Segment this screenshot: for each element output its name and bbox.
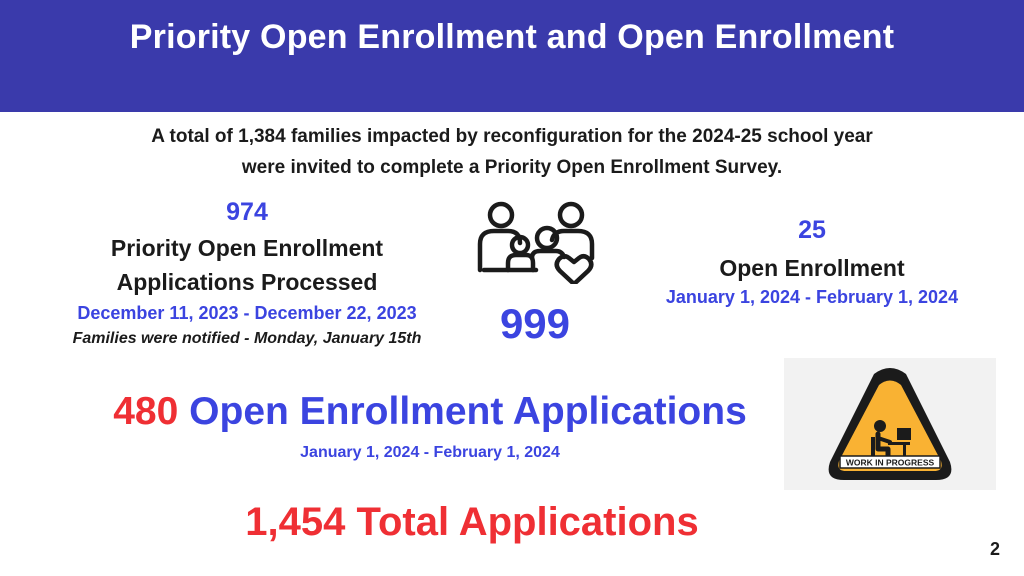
- work-in-progress-sign: [784, 358, 996, 490]
- priority-count: 974: [226, 198, 268, 226]
- family-heart-icon: [472, 200, 598, 284]
- combined-total-section: [468, 200, 602, 348]
- open-enrollment-section: [628, 216, 996, 308]
- open-enrollment-count: 25: [798, 216, 826, 244]
- priority-dates: December 11, 2023 - December 22, 2023: [77, 303, 417, 323]
- intro-text: [40, 121, 984, 183]
- combined-total: 999: [499, 300, 571, 347]
- intro-line-2: were invited to complete a Priority Open Enrollment Survey.: [241, 157, 783, 178]
- intro-line-1: A total of 1,384 families impacted by reconfiguration for the 2024-25 school year: [151, 126, 873, 147]
- priority-enrollment-section: [30, 198, 464, 348]
- open-enrollment-dates: January 1, 2024 - February 1, 2024: [665, 287, 959, 307]
- work-in-progress-text: WORK IN PROGRESS: [845, 457, 935, 468]
- applications-headline: [60, 390, 800, 434]
- priority-label-line-2: Applications Processed: [116, 269, 378, 295]
- page-number: 2: [989, 539, 1000, 559]
- open-enrollment-label: Open Enrollment: [719, 255, 905, 281]
- applications-label: Open Enrollment Applications: [189, 390, 747, 433]
- total-applications: 1,454 Total Applications: [245, 500, 699, 544]
- header-banner: [0, 0, 1024, 112]
- applications-count: 480: [113, 390, 179, 433]
- priority-note: Families were notified - Monday, January 15th: [72, 330, 422, 347]
- applications-dates: January 1, 2024 - February 1, 2024: [300, 444, 560, 461]
- page-title: Priority Open Enrollment and Open Enrollment: [129, 18, 895, 56]
- priority-label-line-1: Priority Open Enrollment: [110, 235, 384, 261]
- work-in-progress-sign-icon: [784, 358, 996, 490]
